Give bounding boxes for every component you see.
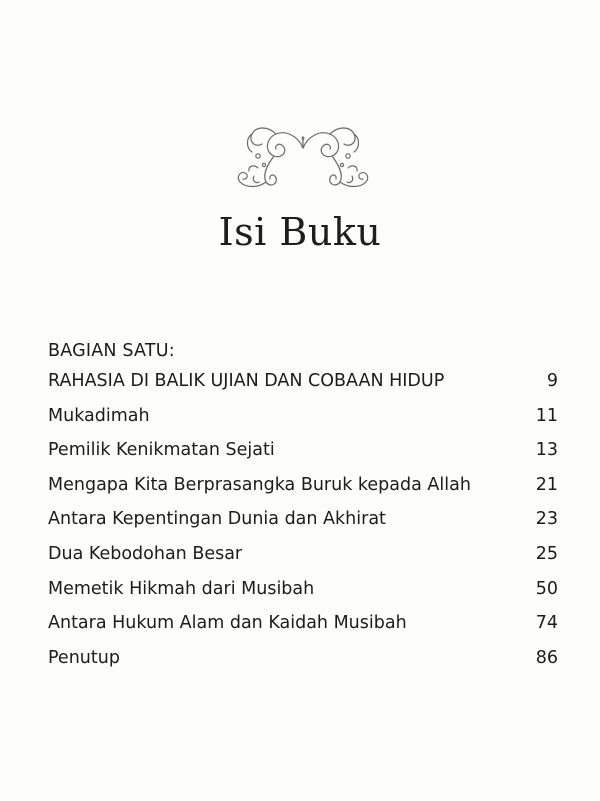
toc-entry-page: 25 <box>535 543 558 564</box>
toc-entry-page: 9 <box>546 371 558 391</box>
toc-entry-page: 13 <box>535 440 558 461</box>
toc-entry <box>48 433 558 468</box>
toc-entry-page: 50 <box>535 578 558 599</box>
toc-entry <box>48 641 558 676</box>
toc-entry <box>48 606 558 641</box>
table-of-contents <box>48 364 558 675</box>
toc-entry-page: 86 <box>535 647 558 668</box>
toc-entry-title: Mengapa Kita Berprasangka Buruk kepada Allah <box>48 474 471 495</box>
toc-entry-title: Memetik Hikmah dari Musibah <box>48 578 315 599</box>
toc-entry <box>48 502 558 537</box>
toc-entry-title: RAHASIA DI BALIK UJIAN DAN COBAAN HIDUP <box>48 371 445 391</box>
toc-entry-title: Penutup <box>48 647 120 668</box>
floral-scroll-ornament-icon <box>228 118 378 198</box>
toc-entry-title: Antara Kepentingan Dunia dan Akhirat <box>48 509 386 530</box>
section-label: BAGIAN SATU: <box>48 341 175 361</box>
toc-entry <box>48 572 558 607</box>
toc-entry-page: 21 <box>535 474 558 495</box>
toc-entry-page: 11 <box>535 405 558 426</box>
toc-entry <box>48 399 558 434</box>
toc-entry-title: Antara Hukum Alam dan Kaidah Musibah <box>48 613 407 634</box>
toc-entry-title: Pemilik Kenikmatan Sejati <box>48 440 275 461</box>
toc-entry <box>48 468 558 503</box>
page-title: Isi Buku <box>218 210 382 254</box>
toc-entry <box>48 364 558 399</box>
toc-entry-title: Mukadimah <box>48 405 150 426</box>
toc-entry-page: 74 <box>535 613 558 634</box>
toc-entry <box>48 537 558 572</box>
toc-entry-page: 23 <box>535 509 558 530</box>
toc-entry-title: Dua Kebodohan Besar <box>48 543 243 564</box>
